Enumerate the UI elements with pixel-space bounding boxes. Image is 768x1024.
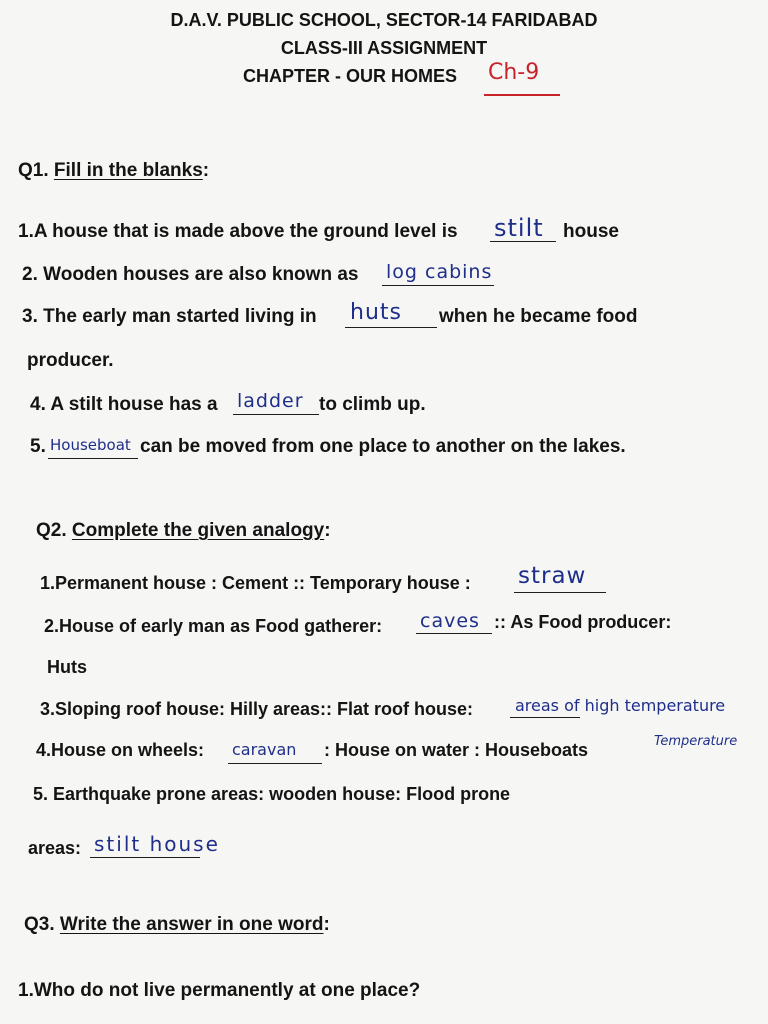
q2-item-2-blank [416,632,492,634]
q2-item-2-answer: caves [420,610,480,632]
q1-item-2-answer: log cabins [386,261,493,283]
q1-item-1-answer: stilt [494,214,544,242]
q2-item-5-answer: stilt house [94,832,220,856]
q2-title: Complete the given analogy [71,520,325,541]
q1-number: Q1. [18,160,49,181]
q1-item-3-text: 3. The early man started living in [22,306,317,327]
q2-item-4-text: 4.House on wheels: [36,740,205,760]
q1-item-4-text: 4. A stilt house has a [30,394,218,415]
q1-item-5-number: 5. [30,436,46,457]
q1-item-5-answer: Houseboat [50,436,131,454]
q2-item-3-answer: areas of high temperature [515,696,726,715]
class-line: CLASS-III ASSIGNMENT [280,38,488,58]
q2-item-5-cont: areas: [28,838,82,858]
q1-item-2-blank [382,284,494,286]
q1-item-1-post: house [563,221,619,242]
q2-item-2-text: 2.House of early man as Food gatherer: [44,616,383,636]
school-name: D.A.V. PUBLIC SCHOOL, SECTOR-14 FARIDABAD [170,10,598,30]
q1-item-3-cont: producer. [27,350,114,371]
q2-item-1-text: 1.Permanent house : Cement :: Temporary house : [40,573,471,593]
q1-item-3-answer: huts [350,300,402,325]
q1-item-4-post: to climb up. [319,394,426,415]
q2-colon: : [324,520,331,541]
q3-number: Q3. [24,914,55,935]
q1-title: Fill in the blanks [53,160,203,181]
q1-item-1-blank [490,240,556,242]
q1-colon: : [202,160,210,181]
q2-item-5-text: 5. Earthquake prone areas: wooden house: Flood prone [33,784,511,804]
chapter-title: CHAPTER - OUR HOMES [243,66,458,86]
q2-item-1-answer: straw [518,563,587,589]
q3-item-1-text: 1.Who do not live permanently at one place? [18,980,421,1001]
q2-item-2-post: :: As Food producer: [494,612,672,632]
chapter-note-underline [484,94,560,96]
q2-item-1-blank [514,591,606,593]
q3-colon: : [323,914,330,935]
q2-item-4-note: Temperature [654,734,738,749]
q2-heading [36,520,331,542]
q1-item-5-post: can be moved from one place to another on the lakes. [140,436,626,457]
chapter-note-handwritten: Ch-9 [488,60,540,85]
q2-item-5-blank [90,856,200,858]
q2-number: Q2. [36,520,67,541]
q2-item-4-post: : House on water : Houseboats [324,740,589,760]
q2-item-3-blank [510,716,580,718]
q1-item-5-blank [48,457,138,459]
q1-item-4-blank [233,413,319,415]
q2-item-3-text: 3.Sloping roof house: Hilly areas:: Flat roof house: [40,699,474,719]
q2-item-4-answer: caravan [232,740,297,759]
q1-item-4-answer: ladder [237,390,304,412]
q2-item-4-blank [228,762,322,764]
q1-item-3-blank [345,326,437,328]
q1-heading [18,160,209,182]
q2-item-2-cont: Huts [47,657,87,677]
q1-item-2-text: 2. Wooden houses are also known as [22,264,359,285]
q1-item-3-post: when he became food [439,306,638,327]
q3-title: Write the answer in one word [59,914,324,935]
q3-heading [24,914,330,936]
q1-item-1-text: 1.A house that is made above the ground level is [18,221,458,242]
